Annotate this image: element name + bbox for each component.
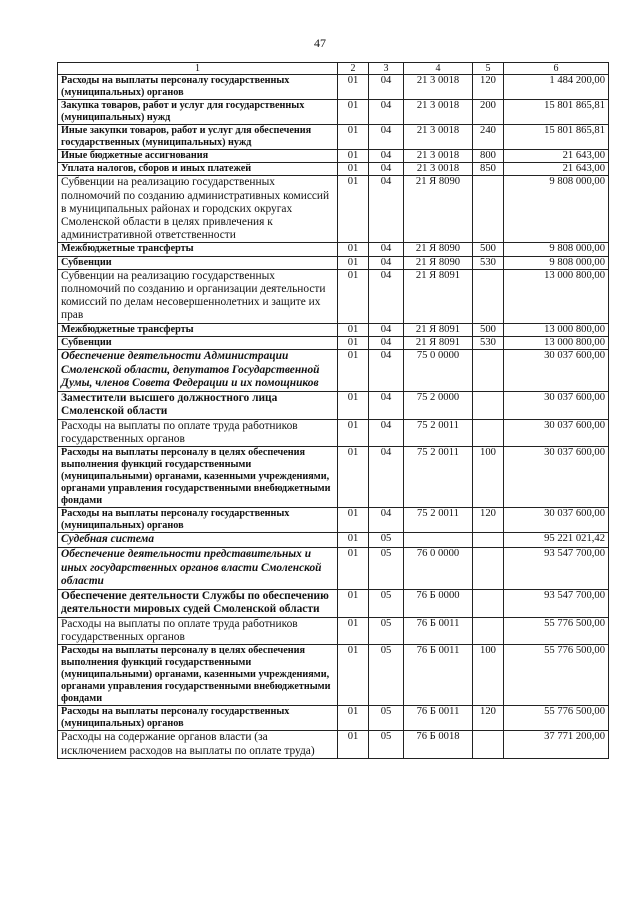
- row-amount-cell: 30 037 600,00: [504, 508, 609, 533]
- row-expense-type-cell: [473, 420, 504, 447]
- table-row: [58, 243, 609, 256]
- row-section-cell: 01: [338, 243, 369, 256]
- row-amount-cell: 30 037 600,00: [504, 420, 609, 447]
- row-expense-type-cell: 120: [473, 706, 504, 731]
- table-row: [58, 548, 609, 590]
- row-target-article-cell: 21 Я 8091: [404, 336, 473, 349]
- header-cell-5: 5: [473, 63, 504, 75]
- row-expense-type-cell: 530: [473, 336, 504, 349]
- row-subsection-cell: 05: [369, 645, 404, 706]
- row-name-cell: Закупка товаров, работ и услуг для государственных (муниципальных) нужд: [58, 100, 338, 125]
- row-target-article-cell: 21 3 0018: [404, 150, 473, 163]
- row-name-cell: Расходы на выплаты по оплате труда работников государственных органов: [58, 617, 338, 644]
- row-target-article-cell: 75 0 0000: [404, 350, 473, 392]
- row-expense-type-cell: 100: [473, 447, 504, 508]
- row-name-cell: Обеспечение деятельности Службы по обеспечению деятельности мировых судей Смоленской области: [58, 589, 338, 617]
- row-name-cell: Уплата налогов, сборов и иных платежей: [58, 163, 338, 176]
- row-name-cell: Расходы на выплаты персоналу государственных (муниципальных) органов: [58, 508, 338, 533]
- header-cell-1: 1: [58, 63, 338, 75]
- row-name-cell: Расходы на выплаты по оплате труда работников государственных органов: [58, 420, 338, 447]
- row-amount-cell: 13 000 800,00: [504, 269, 609, 323]
- row-amount-cell: 55 776 500,00: [504, 706, 609, 731]
- table-row: [58, 391, 609, 419]
- row-amount-cell: 9 808 000,00: [504, 176, 609, 243]
- row-section-cell: 01: [338, 100, 369, 125]
- row-subsection-cell: 04: [369, 323, 404, 336]
- table-row: [58, 533, 609, 548]
- row-amount-cell: 13 000 800,00: [504, 323, 609, 336]
- row-amount-cell: 9 808 000,00: [504, 243, 609, 256]
- row-target-article-cell: 21 Я 8090: [404, 243, 473, 256]
- table-row: [58, 100, 609, 125]
- header-cell-6: 6: [504, 63, 609, 75]
- row-expense-type-cell: 120: [473, 508, 504, 533]
- row-section-cell: 01: [338, 617, 369, 644]
- row-amount-cell: 13 000 800,00: [504, 336, 609, 349]
- row-target-article-cell: 21 Я 8091: [404, 269, 473, 323]
- row-name-cell: Расходы на выплаты персоналу в целях обеспечения выполнения функций государственными (муниципальными) органами, казенными учреждениями, органами управления государственными внебюджетными фондами: [58, 645, 338, 706]
- table-row: [58, 645, 609, 706]
- table-row: [58, 706, 609, 731]
- row-section-cell: 01: [338, 336, 369, 349]
- row-subsection-cell: 04: [369, 420, 404, 447]
- row-name-cell: Иные закупки товаров, работ и услуг для обеспечения государственных (муниципальных) нужд: [58, 125, 338, 150]
- table-row: [58, 447, 609, 508]
- row-section-cell: 01: [338, 269, 369, 323]
- row-subsection-cell: 05: [369, 548, 404, 590]
- row-section-cell: 01: [338, 176, 369, 243]
- row-target-article-cell: 76 Б 0011: [404, 617, 473, 644]
- row-amount-cell: 1 484 200,00: [504, 75, 609, 100]
- row-name-cell: Субвенции: [58, 256, 338, 269]
- row-expense-type-cell: [473, 533, 504, 548]
- row-section-cell: 01: [338, 350, 369, 392]
- row-amount-cell: 21 643,00: [504, 163, 609, 176]
- row-subsection-cell: 05: [369, 731, 404, 758]
- row-subsection-cell: 04: [369, 243, 404, 256]
- row-target-article-cell: 75 2 0011: [404, 447, 473, 508]
- row-name-cell: Межбюджетные трансферты: [58, 243, 338, 256]
- row-target-article-cell: 76 Б 0011: [404, 706, 473, 731]
- row-target-article-cell: 76 Б 0018: [404, 731, 473, 758]
- row-expense-type-cell: [473, 350, 504, 392]
- header-cell-3: 3: [369, 63, 404, 75]
- row-amount-cell: 21 643,00: [504, 150, 609, 163]
- row-amount-cell: 55 776 500,00: [504, 617, 609, 644]
- row-name-cell: Иные бюджетные ассигнования: [58, 150, 338, 163]
- row-name-cell: Расходы на выплаты персоналу в целях обеспечения выполнения функций государственными (муниципальными) органами, казенными учреждениями, органами управления государственными внебюджетными фондами: [58, 447, 338, 508]
- row-expense-type-cell: 240: [473, 125, 504, 150]
- row-expense-type-cell: [473, 269, 504, 323]
- row-target-article-cell: 76 0 0000: [404, 548, 473, 590]
- row-section-cell: 01: [338, 125, 369, 150]
- row-section-cell: 01: [338, 150, 369, 163]
- row-target-article-cell: 75 2 0011: [404, 420, 473, 447]
- table-row: [58, 589, 609, 617]
- row-target-article-cell: 76 Б 0011: [404, 645, 473, 706]
- table-row: [58, 125, 609, 150]
- table-row: [58, 731, 609, 758]
- row-name-cell: Субвенции: [58, 336, 338, 349]
- row-section-cell: 01: [338, 731, 369, 758]
- table-row: [58, 269, 609, 323]
- table-row: [58, 508, 609, 533]
- row-section-cell: 01: [338, 645, 369, 706]
- row-expense-type-cell: [473, 548, 504, 590]
- row-subsection-cell: 05: [369, 617, 404, 644]
- row-subsection-cell: 04: [369, 350, 404, 392]
- row-subsection-cell: 04: [369, 163, 404, 176]
- row-name-cell: Судебная система: [58, 533, 338, 548]
- budget-table: [57, 62, 609, 759]
- row-section-cell: 01: [338, 391, 369, 419]
- row-amount-cell: 95 221 021,42: [504, 533, 609, 548]
- row-amount-cell: 30 037 600,00: [504, 350, 609, 392]
- row-subsection-cell: 05: [369, 589, 404, 617]
- row-expense-type-cell: 120: [473, 75, 504, 100]
- table-row: [58, 617, 609, 644]
- row-amount-cell: 30 037 600,00: [504, 391, 609, 419]
- row-expense-type-cell: 500: [473, 323, 504, 336]
- row-amount-cell: 9 808 000,00: [504, 256, 609, 269]
- table-row: [58, 163, 609, 176]
- row-expense-type-cell: [473, 617, 504, 644]
- header-cell-2: 2: [338, 63, 369, 75]
- row-name-cell: Субвенции на реализацию государственных полномочий по созданию административных комиссий в муниципальных районах и городских округах Смоленской области в целях привлечения к административной ответственности: [58, 176, 338, 243]
- row-expense-type-cell: [473, 731, 504, 758]
- row-section-cell: 01: [338, 706, 369, 731]
- table-row: [58, 256, 609, 269]
- row-section-cell: 01: [338, 75, 369, 100]
- row-target-article-cell: 21 Я 8090: [404, 256, 473, 269]
- row-expense-type-cell: 100: [473, 645, 504, 706]
- row-target-article-cell: 21 Я 8091: [404, 323, 473, 336]
- row-section-cell: 01: [338, 256, 369, 269]
- table-row: [58, 420, 609, 447]
- row-section-cell: 01: [338, 589, 369, 617]
- row-section-cell: 01: [338, 420, 369, 447]
- row-expense-type-cell: [473, 391, 504, 419]
- row-subsection-cell: 04: [369, 256, 404, 269]
- row-subsection-cell: 04: [369, 100, 404, 125]
- row-target-article-cell: 76 Б 0000: [404, 589, 473, 617]
- row-name-cell: Расходы на выплаты персоналу государственных (муниципальных) органов: [58, 75, 338, 100]
- row-subsection-cell: 04: [369, 336, 404, 349]
- row-subsection-cell: 04: [369, 269, 404, 323]
- row-amount-cell: 15 801 865,81: [504, 100, 609, 125]
- table-row: [58, 350, 609, 392]
- row-subsection-cell: 04: [369, 508, 404, 533]
- row-section-cell: 01: [338, 447, 369, 508]
- table-row: [58, 150, 609, 163]
- table-header-row: [58, 63, 609, 75]
- row-target-article-cell: 75 2 0000: [404, 391, 473, 419]
- row-target-article-cell: 21 Я 8090: [404, 176, 473, 243]
- row-section-cell: 01: [338, 533, 369, 548]
- row-target-article-cell: 21 3 0018: [404, 100, 473, 125]
- row-subsection-cell: 05: [369, 706, 404, 731]
- row-expense-type-cell: 850: [473, 163, 504, 176]
- header-cell-4: 4: [404, 63, 473, 75]
- row-expense-type-cell: 530: [473, 256, 504, 269]
- row-expense-type-cell: [473, 176, 504, 243]
- row-amount-cell: 15 801 865,81: [504, 125, 609, 150]
- row-subsection-cell: 04: [369, 391, 404, 419]
- row-expense-type-cell: [473, 589, 504, 617]
- row-section-cell: 01: [338, 163, 369, 176]
- row-name-cell: Расходы на выплаты персоналу государственных (муниципальных) органов: [58, 706, 338, 731]
- row-amount-cell: 55 776 500,00: [504, 645, 609, 706]
- page-number: 47: [314, 36, 326, 50]
- row-name-cell: Обеспечение деятельности представительных и иных государственных органов власти Смоленской области: [58, 548, 338, 590]
- row-target-article-cell: 21 3 0018: [404, 163, 473, 176]
- row-target-article-cell: 21 3 0018: [404, 125, 473, 150]
- row-amount-cell: 30 037 600,00: [504, 447, 609, 508]
- row-expense-type-cell: 200: [473, 100, 504, 125]
- row-name-cell: Расходы на содержание органов власти (за исключением расходов на выплаты по оплате труда): [58, 731, 338, 758]
- table-row: [58, 176, 609, 243]
- row-amount-cell: 93 547 700,00: [504, 589, 609, 617]
- row-target-article-cell: 21 3 0018: [404, 75, 473, 100]
- table-row: [58, 323, 609, 336]
- row-name-cell: Заместители высшего должностного лица Смоленской области: [58, 391, 338, 419]
- table-row: [58, 75, 609, 100]
- row-amount-cell: 37 771 200,00: [504, 731, 609, 758]
- row-subsection-cell: 04: [369, 125, 404, 150]
- row-amount-cell: 93 547 700,00: [504, 548, 609, 590]
- row-section-cell: 01: [338, 548, 369, 590]
- row-target-article-cell: 75 2 0011: [404, 508, 473, 533]
- row-target-article-cell: [404, 533, 473, 548]
- row-name-cell: Обеспечение деятельности Администрации Смоленской области, депутатов Государственной Думы, членов Совета Федерации и их помощников: [58, 350, 338, 392]
- row-subsection-cell: 04: [369, 176, 404, 243]
- row-expense-type-cell: 500: [473, 243, 504, 256]
- row-name-cell: Межбюджетные трансферты: [58, 323, 338, 336]
- row-name-cell: Субвенции на реализацию государственных полномочий по созданию и организации деятельности комиссий по делам несовершеннолетних и защите их прав: [58, 269, 338, 323]
- row-subsection-cell: 05: [369, 533, 404, 548]
- table-row: [58, 336, 609, 349]
- budget-table-body: [58, 63, 609, 759]
- row-section-cell: 01: [338, 323, 369, 336]
- row-expense-type-cell: 800: [473, 150, 504, 163]
- row-subsection-cell: 04: [369, 150, 404, 163]
- row-section-cell: 01: [338, 508, 369, 533]
- row-subsection-cell: 04: [369, 447, 404, 508]
- row-subsection-cell: 04: [369, 75, 404, 100]
